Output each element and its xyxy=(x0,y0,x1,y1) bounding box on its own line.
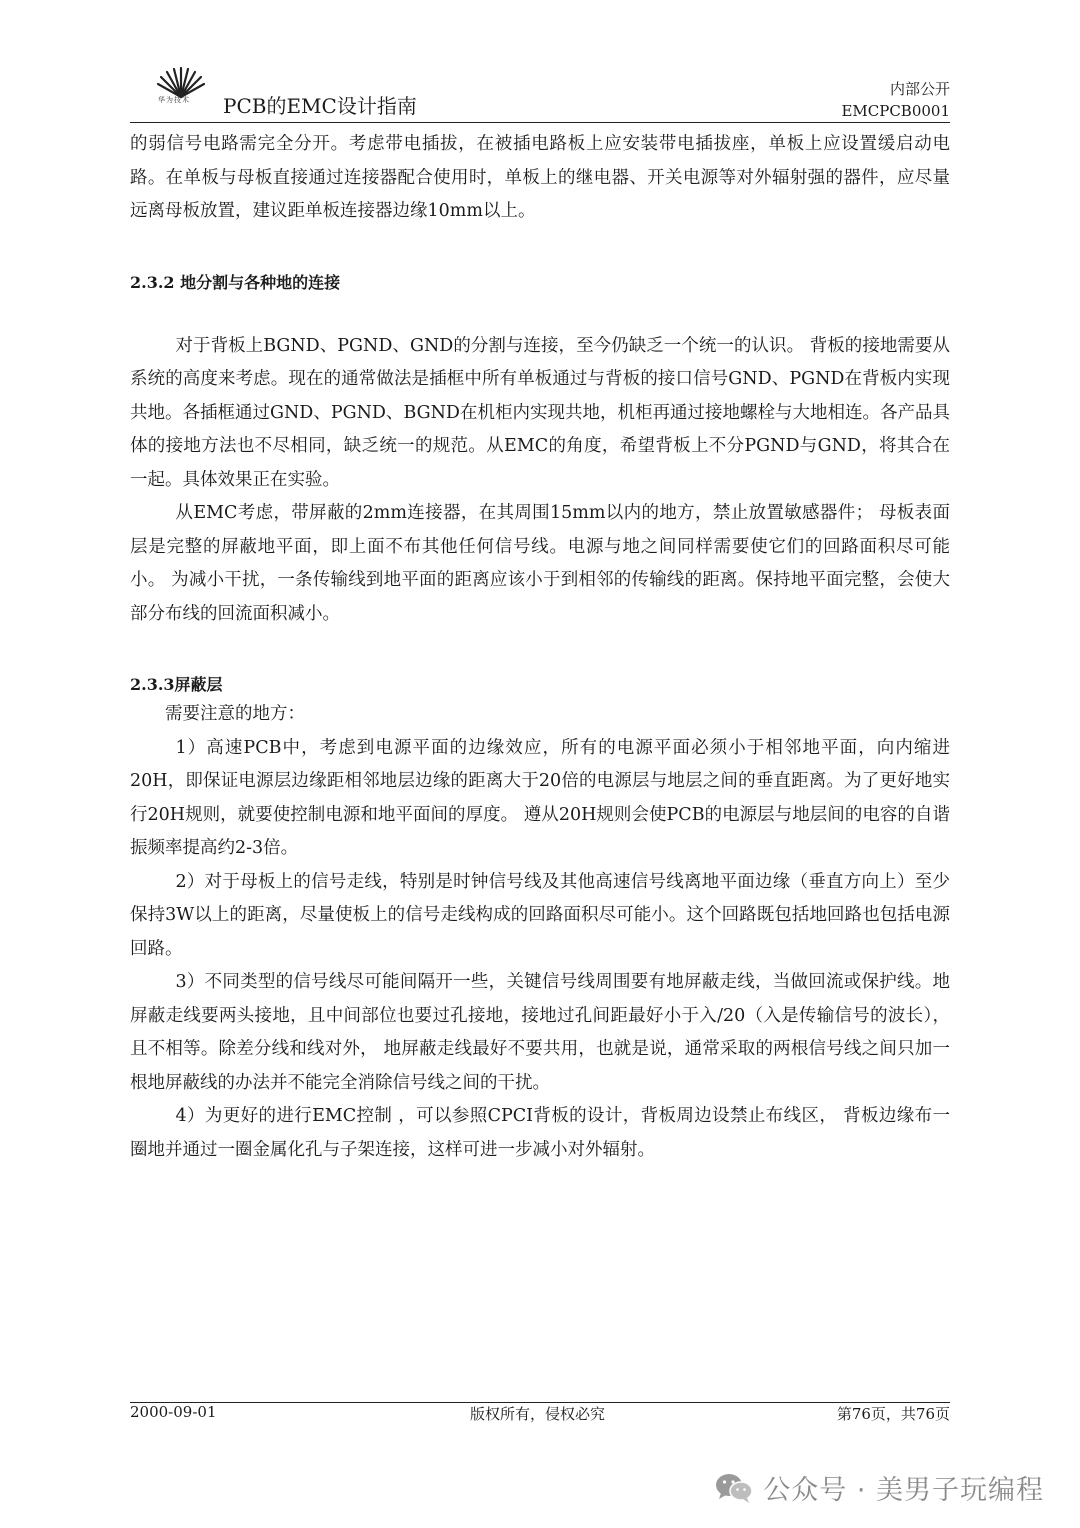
page-footer xyxy=(130,1403,950,1423)
classification-label: 内部公开 xyxy=(889,80,950,98)
list-item: 4）为更好的进行EMC控制 ，可以参照CPCI背板的设计，背板周边设禁止布线区， 背板边缘布一圈地并通过一圈金属化孔与子架连接，这样可进一步减小对外辐射。 xyxy=(130,1106,950,1160)
page-header xyxy=(130,60,950,125)
list-item: 1）高速PCB中，考虑到电源平面的边缘效应，所有的电源平面必须小于相邻地平面，向内缩进20H，即保证电源层边缘距相邻地层边缘的距离大于20倍的电源层与地层之间的垂直距离。为了更好地实行20H规则，就要使控制电源和地平面间的厚度。 遵从20H规则会使PCB的电源层与地层间的电容的自谐振频率提高约2-3倍。 xyxy=(130,737,950,858)
footer-copyright: 版权所有，侵权必究 xyxy=(470,1405,606,1423)
document-title: PCB的EMC设计指南 xyxy=(223,94,417,118)
watermark-text: 公众号 · 美男子玩编程 xyxy=(763,1475,1044,1506)
logo-text: 华为技术 xyxy=(158,96,190,104)
watermark xyxy=(714,1468,1044,1508)
footer-date: 2000-09-01 xyxy=(130,1403,217,1421)
body-paragraph: 对于背板上BGND、PGND、GND的分割与连接，至今仍缺乏一个统一的认识。 背板的接地需要从系统的高度来考虑。现在的通常做法是插框中所有单板通过与背板的接口信号GND、PGND在背板内实现共地。各插框通过GND、PGND、BGND在机柜内实现共地，机柜再通过接地螺栓与大地相连。各产品具体的接地方法也不尽相同，缺乏统一的规范。从EMC的角度，希望背板上不分PGND与GND，将其合在一起。具体效果正在实验。 xyxy=(130,335,950,490)
page-body xyxy=(130,128,950,1167)
document-code: EMCPCB0001 xyxy=(841,102,950,120)
footer-page-number: 第76页，共76页 xyxy=(836,1405,950,1423)
header-meta xyxy=(841,78,950,122)
intro-paragraph: 的弱信号电路需完全分开。考虑带电插拔，在被插电路板上应安装带电插拔座，单板上应设置缓启动电路。在单板与母板直接通过连接器配合使用时，单板上的继电器、开关电源等对外辐射强的器件，应尽量远离母板放置，建议距单板连接器边缘10mm以上。 xyxy=(130,134,950,221)
wechat-icon xyxy=(714,1471,754,1505)
body-paragraph: 从EMC考虑，带屏蔽的2mm连接器，在其周围15mm以内的地方，禁止放置敏感器件； 母板表面层是完整的屏蔽地平面，即上面不布其他任何信号线。电源与地之间同样需要使它们的回路面积尽可能小。 为减小干扰，一条传输线到地平面的距离应该小于到相邻的传输线的距离。保持地平面完整，会使大部分布线的回流面积减小。 xyxy=(130,503,950,624)
list-item: 3）不同类型的信号线尽可能间隔开一些，关键信号线周围要有地屏蔽走线，当做回流或保护线。地屏蔽走线要两头接地，且中间部位也要过孔接地，接地过孔间距最好小于入/20（入是传输信号的波长），且不相等。除差分线和线对外， 地屏蔽走线最好不要共用，也就是说，通常采取的两根信号线之间只加一根地屏蔽线的办法并不能完全消除信号线之间的干扰。 xyxy=(130,972,950,1093)
list-item: 2）对于母板上的信号走线，特别是时钟信号线及其他高速信号线离地平面边缘（垂直方向上）至少保持3W以上的距离，尽量使板上的信号走线构成的回路面积尽可能小。这个回路既包括地回路也包括电源回路。 xyxy=(130,871,950,959)
section-heading-2-3-2: 2.3.2 地分割与各种地的连接 xyxy=(130,272,341,292)
section-heading-2-3-3: 2.3.3屏蔽层 xyxy=(130,675,223,694)
body-paragraph: 需要注意的地方： xyxy=(165,704,305,724)
header-divider xyxy=(130,122,950,123)
